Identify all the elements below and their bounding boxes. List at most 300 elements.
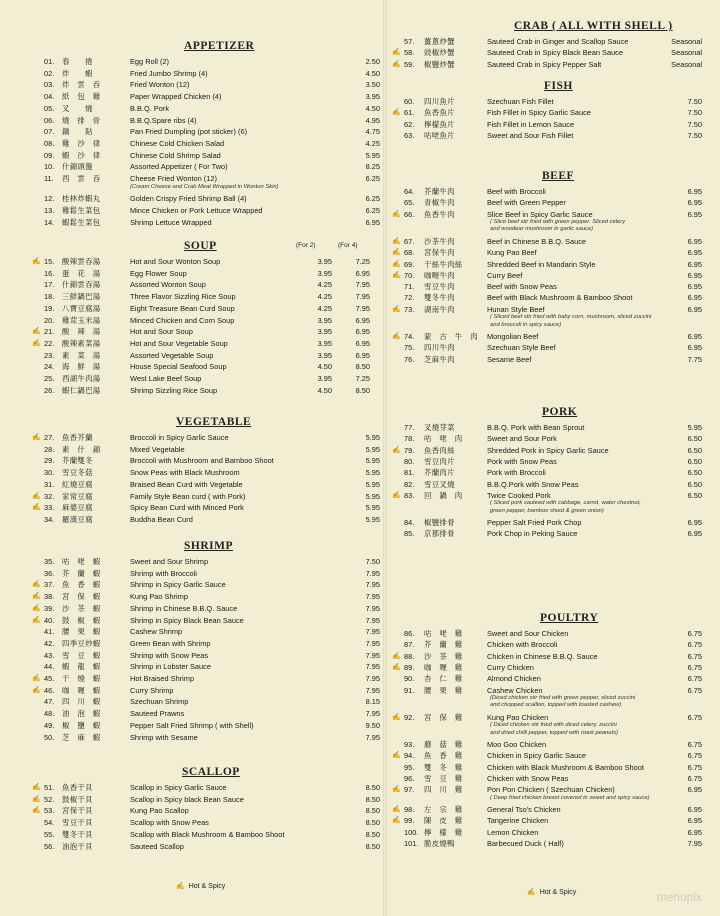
item-description: (Diced chicken stir fried with green pepper, sliced zuccini — [490, 694, 636, 701]
item-english-name: Assorted Wonton Soup — [130, 280, 206, 290]
item-chinese-name: 魚香芥蘭 — [62, 433, 93, 442]
menu-item — [44, 467, 380, 478]
item-english-name: Szechuan Fish Fillet — [487, 97, 554, 106]
section-title-scallop: SCALLOP — [182, 766, 240, 778]
item-english-name: Hot and Sour Soup — [130, 327, 193, 337]
item-price-small: 3.95 — [317, 350, 332, 360]
menu-item — [392, 236, 702, 247]
menu-item — [404, 292, 702, 303]
item-number: 20. — [44, 315, 55, 325]
item-price: 6.95 — [687, 293, 702, 303]
hot-spicy-pepper-icon: ✍ — [32, 258, 41, 265]
item-chinese-name: 什錦雲吞湯 — [62, 280, 101, 290]
item-english-name: Chicken with Snow Peas — [487, 774, 569, 783]
item-price-small: 3.95 — [317, 315, 332, 325]
item-price: 6.95 — [687, 332, 702, 341]
item-english-name: Fish Fillet in Spicy Garlic Sauce — [487, 108, 591, 118]
item-chinese-name: 沙茶牛肉 — [424, 236, 455, 246]
item-price: 7.50 — [365, 557, 380, 566]
item-chinese-name: 八寶豆腐湯 — [62, 303, 101, 313]
item-english-name: General Tso's Chicken — [487, 805, 561, 815]
item-price: 6.95 — [687, 805, 702, 815]
item-price: 6.75 — [687, 674, 702, 684]
item-chinese-name: 檸檬魚片 — [424, 119, 455, 129]
item-english-name: Shredded Beef in Mandarin Style — [487, 259, 596, 269]
menu-item — [44, 150, 380, 161]
item-price: 4.25 — [365, 138, 380, 148]
item-number: 47. — [44, 697, 55, 707]
item-number: 37. — [44, 580, 55, 590]
item-price: 7.95 — [687, 839, 702, 848]
menu-item — [404, 130, 702, 141]
item-number: 49. — [44, 720, 55, 730]
menu-item — [32, 794, 380, 805]
item-chinese-name: 魚香肉絲 — [424, 445, 455, 455]
item-number: 45. — [44, 674, 55, 683]
item-price: 6.75 — [687, 774, 702, 783]
menu-item — [44, 350, 380, 361]
item-chinese-name: 蝦 龍 蝦 — [62, 662, 101, 672]
item-english-name: Pork with Snow Peas — [487, 456, 557, 466]
item-chinese-name: 蝦鬆生菜包 — [62, 217, 101, 227]
item-english-name: Shrimp in Lobster Sauce — [130, 662, 211, 672]
menu-item — [32, 615, 380, 626]
item-price: 4.50 — [365, 68, 380, 78]
item-number: 12. — [44, 194, 55, 204]
item-number: 88. — [404, 651, 415, 661]
menu-item — [392, 445, 702, 456]
menu-item — [404, 773, 702, 784]
item-chinese-name: 咖 喱 雞 — [424, 662, 463, 672]
hot-spicy-pepper-icon: ✍ — [32, 686, 41, 694]
item-price: 8.50 — [365, 806, 380, 816]
item-price: 5.95 — [365, 468, 380, 478]
item-chinese-name: 芝麻牛肉 — [424, 354, 455, 364]
menu-item — [392, 662, 702, 673]
menu-item — [44, 556, 380, 567]
item-price: 8.15 — [365, 697, 380, 707]
item-english-name: Shrimp Lettuce Wrapped — [130, 217, 212, 227]
item-chinese-name: 杏 仁 雞 — [424, 674, 463, 684]
item-english-name: Cashew Shrimp — [130, 627, 183, 637]
item-number: 60. — [404, 97, 415, 106]
item-chinese-name: 檸 檬 雞 — [424, 827, 463, 837]
section-title-crab-all-with-shell: CRAB ( ALL WITH SHELL ) — [514, 20, 673, 32]
hot-spicy-pepper-icon: ✍ — [392, 817, 401, 825]
item-price-large: 6.95 — [355, 338, 370, 348]
menu-item — [392, 750, 702, 761]
item-number: 06. — [44, 115, 55, 125]
item-price: 7.50 — [687, 130, 702, 140]
item-english-name: Three Flavor Sizzling Rice Soup — [130, 292, 236, 302]
item-number: 34. — [44, 514, 55, 524]
item-english-name: Snow Peas with Black Mushroom — [130, 468, 240, 478]
item-chinese-name: 雪豆冬菇 — [62, 468, 93, 478]
item-number: 18. — [44, 292, 55, 302]
item-english-name: Sweet and Sour Shrimp — [130, 557, 209, 566]
menu-item — [44, 841, 380, 852]
item-price: 6.50 — [687, 445, 702, 455]
item-number: 86. — [404, 629, 415, 638]
item-chinese-name: 芥 蘭 蝦 — [62, 568, 101, 578]
item-price-small: 3.95 — [317, 338, 332, 348]
menu-item — [44, 279, 380, 290]
item-number: 61. — [404, 108, 415, 118]
watermark: menupix — [656, 890, 702, 904]
menu-item — [32, 782, 380, 793]
item-price-large: 7.95 — [355, 292, 370, 302]
menu-item — [44, 638, 380, 649]
menu-item — [392, 247, 702, 258]
item-number: 72. — [404, 293, 415, 303]
item-english-name: B.B.Q. Pork — [130, 103, 170, 113]
legend-label: Hot & Spicy — [539, 889, 577, 896]
hot-spicy-pepper-icon: ✍ — [392, 806, 401, 814]
menu-item — [44, 217, 380, 228]
item-english-name: Sweet and Sour Fish Fillet — [487, 130, 574, 140]
item-number: 79. — [404, 445, 415, 455]
menu-item — [44, 373, 380, 384]
item-chinese-name: 蘑 菇 雞 — [424, 740, 463, 750]
item-price: 5.95 — [365, 456, 380, 466]
item-price: 7.50 — [687, 108, 702, 118]
hot-spicy-pepper-icon: ✍ — [32, 328, 41, 336]
item-price: 9.50 — [365, 720, 380, 730]
item-chinese-name: 芥蘭肉片 — [424, 468, 455, 478]
menu-item — [44, 514, 380, 525]
item-chinese-name: 雪豆牛肉 — [424, 282, 455, 292]
section-title-shrimp: SHRIMP — [184, 540, 233, 552]
menu-item — [44, 829, 380, 840]
item-english-name: Hot and Sour Vegetable Soup — [130, 338, 228, 348]
menu-item — [392, 47, 702, 58]
item-english-name: Shrimp in Spicy Black Bean Sauce — [130, 615, 244, 625]
item-price: 4.95 — [365, 115, 380, 125]
item-chinese-name: 椒鹽炒蟹 — [424, 59, 455, 69]
item-number: 98. — [404, 805, 415, 815]
menu-item — [44, 455, 380, 466]
menu-item — [44, 68, 380, 79]
item-chinese-name: 腰 果 雞 — [424, 685, 463, 695]
item-english-name: Buddha Bean Curd — [130, 514, 193, 524]
item-price-small: 4.50 — [317, 362, 332, 372]
item-chinese-name: 青椒牛肉 — [424, 198, 455, 208]
item-number: 96. — [404, 774, 415, 783]
item-chinese-name: 腰 果 蝦 — [62, 627, 101, 637]
menu-item — [404, 342, 702, 353]
item-chinese-name: 四季豆炒蝦 — [62, 638, 101, 648]
hot-spicy-pepper-icon: ✍ — [32, 784, 41, 791]
hot-spicy-pepper-icon: ✍ — [392, 109, 401, 117]
item-price: Seasonal — [671, 37, 702, 46]
menu-item — [392, 270, 702, 281]
item-price: 5.95 — [365, 479, 380, 489]
item-english-name: B.B.Q. Pork with Bean Sprout — [487, 423, 585, 432]
item-price: Seasonal — [671, 59, 702, 69]
item-price: 6.75 — [687, 712, 702, 722]
item-number: 68. — [404, 248, 415, 258]
section-title-fish: FISH — [544, 80, 573, 92]
menu-item — [44, 193, 380, 204]
item-english-name: Scallop in Spicy Garlic Sauce — [130, 783, 227, 792]
item-chinese-name: 咖 喱 蝦 — [62, 685, 101, 695]
item-english-name: Twice Cooked Pork — [487, 490, 551, 500]
item-chinese-name: 炸 雲 吞 — [62, 80, 101, 90]
item-chinese-name: 陳 皮 雞 — [424, 816, 463, 826]
hot-spicy-pepper-icon: ✍ — [32, 492, 41, 500]
item-chinese-name: 燒 排 骨 — [62, 115, 101, 125]
pepper-icon: ✍ — [176, 883, 185, 890]
item-number: 100. — [404, 827, 419, 837]
menu-item — [44, 103, 380, 114]
item-number: 57. — [404, 37, 415, 46]
item-price-large: 7.25 — [355, 374, 370, 383]
item-chinese-name: 酸辣素菜湯 — [62, 338, 101, 348]
item-price: 6.95 — [365, 217, 380, 227]
item-price-large: 7.25 — [355, 257, 370, 266]
item-chinese-name: 雞茸玉米湯 — [62, 315, 101, 325]
menu-item — [404, 762, 702, 773]
menu-item — [404, 517, 702, 528]
menu-item — [32, 673, 380, 684]
item-number: 52. — [44, 794, 55, 804]
item-english-name: Sauteed Crab in Ginger and Scallop Sauce — [487, 37, 629, 46]
item-english-name: Szechuan Shrimp — [130, 697, 189, 707]
item-price: 7.95 — [365, 638, 380, 648]
item-number: 01. — [44, 57, 55, 66]
item-price-small: 4.25 — [317, 303, 332, 313]
item-number: 17. — [44, 280, 55, 290]
hot-spicy-pepper-icon: ✍ — [32, 593, 41, 601]
item-chinese-name: 鼓 椒 蝦 — [62, 615, 101, 625]
item-price: 6.95 — [687, 248, 702, 258]
item-number: 73. — [404, 304, 415, 314]
item-price: 6.95 — [687, 259, 702, 269]
menu-item — [44, 626, 380, 637]
menu-item — [44, 720, 380, 731]
item-price: 6.25 — [365, 194, 380, 204]
item-chinese-name: 雙 冬 雞 — [424, 762, 463, 772]
menu-item — [44, 817, 380, 828]
item-chinese-name: 炸 蝦 — [62, 68, 93, 78]
item-english-name: Chicken in Chinese B.B.Q. Sauce — [487, 651, 598, 661]
item-chinese-name: 咕 咾 蝦 — [62, 557, 101, 566]
item-chinese-name: 芥蘭雙冬 — [62, 456, 93, 466]
item-chinese-name: 鼓椒干貝 — [62, 794, 93, 804]
section-title-poultry: POULTRY — [540, 612, 599, 624]
item-chinese-name: 四 川 雞 — [424, 785, 463, 795]
item-chinese-name: 桂林炸蝦丸 — [62, 194, 101, 204]
item-number: 58. — [404, 48, 415, 58]
item-english-name: Curry Shrimp — [130, 685, 174, 695]
item-english-name: Kung Pao Chicken — [487, 712, 549, 722]
item-price: 8.50 — [365, 829, 380, 839]
item-number: 30. — [44, 468, 55, 478]
item-chinese-name: 豉椒炒蟹 — [424, 48, 455, 58]
item-number: 36. — [44, 568, 55, 578]
menu-item — [44, 568, 380, 579]
item-number: 97. — [404, 785, 415, 795]
pepper-icon: ✍ — [527, 889, 536, 896]
item-chinese-name: 脆皮燒鴨 — [424, 839, 455, 848]
item-price: 7.95 — [365, 685, 380, 695]
item-chinese-name: 素 什 錦 — [62, 444, 101, 454]
item-description: and woodear mushroom in garlic sauce) — [490, 226, 594, 233]
item-chinese-name: 酸辣雲吞湯 — [62, 257, 101, 266]
item-price: 6.50 — [687, 479, 702, 489]
item-english-name: B.B.Q.Spare ribs (4) — [130, 115, 197, 125]
item-english-name: Sauteed Crab in Spicy Pepper Salt — [487, 59, 602, 69]
item-number: 28. — [44, 444, 55, 454]
item-chinese-name: 雪豆肉片 — [424, 456, 455, 466]
item-number: 62. — [404, 119, 415, 129]
item-english-name: Beef with Snow Peas — [487, 282, 557, 292]
item-number: 77. — [404, 423, 415, 432]
item-description: ( Sliced beef stir fried with baby corn, mushroom, sliced zuccini — [490, 314, 652, 320]
item-english-name: Beef with Broccoli — [487, 187, 546, 196]
menu-item — [32, 491, 380, 502]
item-price: 7.95 — [365, 662, 380, 672]
item-number: 74. — [404, 332, 415, 341]
menu-item — [392, 651, 702, 662]
item-number: 75. — [404, 343, 415, 353]
item-english-name: Assorted Vegetable Soup — [130, 350, 214, 360]
item-description: ( Sliced pork sauteed with cabbage, carrot, water chestnut, — [490, 500, 641, 507]
menu-item — [32, 432, 380, 443]
item-chinese-name: 雪 豆 蝦 — [62, 650, 101, 660]
item-chinese-name: 紅燒豆腐 — [62, 479, 93, 489]
item-english-name: Szechuan Style Beef — [487, 343, 556, 353]
item-price: 6.95 — [687, 785, 702, 795]
item-price: 6.75 — [687, 662, 702, 672]
hot-spicy-pepper-icon: ✍ — [392, 305, 401, 313]
item-english-name: Hunan Style Beef — [487, 304, 545, 314]
item-english-name: House Special Seafood Soup — [130, 362, 227, 372]
hot-spicy-pepper-icon: ✍ — [392, 491, 401, 499]
hot-spicy-pepper-icon: ✍ — [392, 60, 401, 68]
item-number: 31. — [44, 479, 55, 489]
item-chinese-name: 宮 保 蝦 — [62, 592, 101, 602]
item-english-name: Minced Chicken and Corn Soup — [130, 315, 235, 325]
item-number: 29. — [44, 456, 55, 466]
item-chinese-name: 芥蘭牛肉 — [424, 187, 455, 196]
item-english-name: Paper Wrapped Chicken (4) — [130, 92, 222, 102]
menu-item — [404, 422, 702, 433]
menu-item — [44, 444, 380, 455]
item-number: 33. — [44, 503, 55, 513]
item-number: 19. — [44, 303, 55, 313]
item-price: 6.75 — [687, 629, 702, 638]
hot-spicy-pepper-icon: ✍ — [32, 795, 41, 803]
hot-spicy-pepper-icon: ✍ — [392, 49, 401, 57]
item-description: and broccoli in spicy sauce) — [490, 321, 562, 328]
item-english-name: Beef in Chinese B.B.Q. Sauce — [487, 236, 587, 246]
item-chinese-name: 宮 保 雞 — [424, 712, 463, 722]
item-chinese-name: 魚香牛肉 — [424, 209, 455, 219]
item-chinese-name: 薑蔥炒蟹 — [424, 37, 455, 46]
hot-spicy-pepper-icon: ✍ — [392, 752, 401, 760]
item-price: 6.50 — [687, 468, 702, 478]
item-chinese-name: 魚香干貝 — [62, 783, 93, 792]
item-chinese-name: 椒鹽排骨 — [424, 518, 455, 528]
item-chinese-name: 宮保干貝 — [62, 806, 93, 816]
item-price: 7.95 — [365, 650, 380, 660]
item-chinese-name: 咕 咾 肉 — [424, 434, 463, 444]
item-chinese-name: 四 川 蝦 — [62, 697, 101, 707]
item-price-small: 3.95 — [317, 257, 332, 266]
item-description: green pepper, bamboo shoot & green onion) — [490, 507, 604, 514]
menu-item — [32, 326, 380, 337]
hot-spicy-pepper-icon: ✍ — [392, 260, 401, 268]
item-chinese-name: 雙冬干貝 — [62, 829, 93, 839]
hot-spicy-pepper-icon: ✍ — [392, 249, 401, 257]
hot-spicy-pepper-icon: ✍ — [32, 616, 41, 624]
item-number: 51. — [44, 783, 55, 792]
item-price: 7.95 — [365, 674, 380, 683]
hot-spicy-pepper-icon: ✍ — [32, 434, 41, 441]
item-english-name: Beef with Green Pepper — [487, 198, 566, 208]
item-price: 6.75 — [687, 640, 702, 650]
item-chinese-name: 叉 燒 — [62, 103, 93, 113]
menu-item — [404, 673, 702, 684]
item-chinese-name: 雪豆叉燒 — [424, 479, 455, 489]
item-chinese-name: 西湖牛肉湯 — [62, 374, 101, 383]
menu-item — [392, 331, 702, 342]
item-number: 02. — [44, 68, 55, 78]
item-price-small: 4.25 — [317, 292, 332, 302]
item-english-name: Fried Wonton (12) — [130, 80, 190, 90]
section-title-appetizer: APPETIZER — [184, 40, 255, 52]
item-chinese-name: 魚 香 蝦 — [62, 580, 101, 590]
item-number: 55. — [44, 829, 55, 839]
item-number: 23. — [44, 350, 55, 360]
hot-spicy-pepper-icon: ✍ — [32, 339, 41, 347]
item-chinese-name: 家常豆腐 — [62, 491, 93, 501]
item-price: 5.95 — [365, 491, 380, 501]
item-price-large: 6.95 — [355, 350, 370, 360]
item-number: 92. — [404, 712, 415, 722]
item-number: 70. — [404, 270, 415, 280]
item-english-name: Kung Pao Shrimp — [130, 592, 188, 602]
item-price: 6.75 — [687, 685, 702, 695]
item-number: 07. — [44, 127, 55, 137]
item-number: 44. — [44, 662, 55, 672]
item-price: 6.75 — [687, 651, 702, 661]
item-chinese-name: 魚 香 雞 — [424, 751, 463, 761]
item-number: 84. — [404, 518, 415, 528]
item-number: 21. — [44, 327, 55, 337]
item-number: 42. — [44, 638, 55, 648]
item-price: 8.25 — [365, 162, 380, 172]
item-number: 76. — [404, 354, 415, 364]
item-price-small: 3.95 — [317, 374, 332, 383]
menu-item — [32, 591, 380, 602]
item-price: 7.95 — [365, 580, 380, 590]
item-number: 90. — [404, 674, 415, 684]
item-chinese-name: 蝦仁鍋巴湯 — [62, 385, 101, 395]
item-description: and chopped scallion, topped with toasted cashew) — [490, 702, 622, 709]
menu-item — [404, 36, 702, 47]
item-english-name: Sauteed Scallop — [130, 841, 184, 851]
item-chinese-name: 春 捲 — [62, 57, 93, 66]
item-number: 53. — [44, 806, 55, 816]
item-number: 05. — [44, 103, 55, 113]
item-chinese-name: 三鮮鍋巴湯 — [62, 292, 101, 302]
item-english-name: Barbecued Duck ( Half) — [487, 839, 564, 848]
item-price: 8.50 — [365, 818, 380, 828]
item-english-name: Spicy Bean Curd with Minced Pork — [130, 503, 244, 513]
item-price: 6.95 — [687, 236, 702, 246]
